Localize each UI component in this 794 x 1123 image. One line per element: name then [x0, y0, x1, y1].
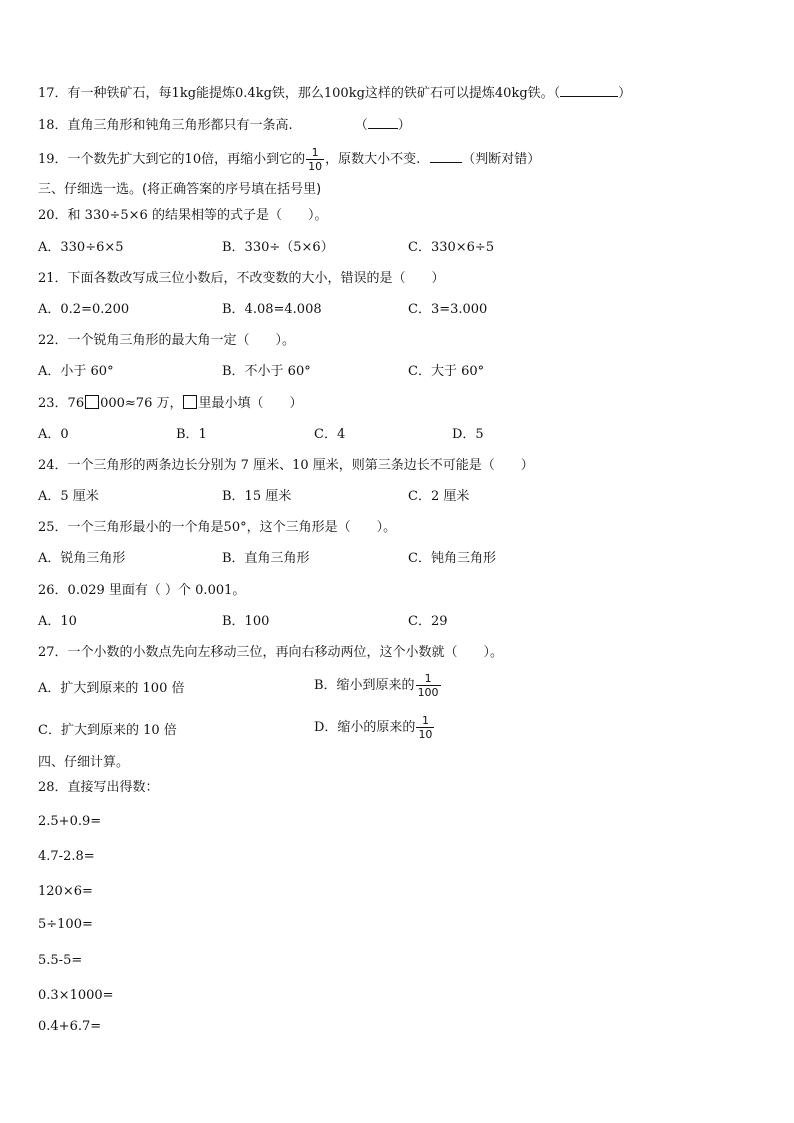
- option-a[interactable]: A．330÷6×5: [38, 240, 124, 255]
- fraction-denominator: 10: [308, 160, 323, 173]
- question-27: [38, 645, 503, 661]
- section-4-heading: 四、仔细计算。: [38, 755, 130, 770]
- question-number: 27．: [38, 645, 68, 660]
- fraction-numerator: 1: [311, 146, 319, 159]
- question-number: 20．: [38, 208, 68, 223]
- question-18: [38, 116, 411, 134]
- question-text: 一个锐角三角形的最大角一定（ ）。: [67, 333, 296, 348]
- question-text-a: 76: [67, 396, 85, 411]
- question-text-b: ，原数大小不变.: [325, 152, 421, 167]
- question-number: 26．: [38, 583, 68, 598]
- question-text-a: 一个数先扩大到它的10倍，再缩小到它的: [67, 152, 306, 167]
- option-c[interactable]: C．大于 60°: [408, 364, 485, 379]
- paren-open: （: [354, 118, 368, 133]
- question-number: 23．: [38, 396, 68, 411]
- question-number: 25．: [38, 520, 68, 535]
- question-text: 一个三角形的两条边长分别为 7 厘米、10 厘米，则第三条边长不可能是（ ）: [67, 458, 534, 473]
- option-c[interactable]: C．2 厘米: [408, 489, 470, 504]
- fraction-1-100: [416, 672, 441, 699]
- fraction-1-10: [306, 146, 324, 173]
- question-text: 有一种铁矿石，每1kg能提炼0.4kg铁，那么100kg这样的铁矿石可以提炼40kg铁。（: [67, 86, 561, 101]
- option-b[interactable]: B．直角三角形: [222, 551, 310, 566]
- question-text: 一个小数的小数点先向左移动三位，再向右移动两位，这个小数就（ ）。: [67, 645, 504, 660]
- question-number: 28．: [38, 780, 68, 795]
- question-24: [38, 458, 534, 474]
- question-19: [38, 146, 540, 173]
- option-b[interactable]: B．100: [222, 614, 270, 629]
- question-number: 18．: [38, 118, 68, 133]
- option-a[interactable]: A．0.2=0.200: [38, 302, 130, 317]
- question-text-c: 里最小填（ ）: [198, 396, 303, 411]
- question-text-b: 000≈76 万，: [100, 396, 183, 411]
- answer-blank[interactable]: [560, 84, 618, 97]
- option-d[interactable]: [314, 714, 435, 741]
- option-a[interactable]: A．5 厘米: [38, 489, 99, 504]
- option-b[interactable]: [314, 672, 442, 699]
- calc-item: 0.3×1000=: [38, 988, 114, 1003]
- question-number: 17．: [38, 86, 68, 101]
- option-b[interactable]: B．不小于 60°: [222, 364, 311, 379]
- option-c[interactable]: C．4: [314, 427, 346, 442]
- option-b[interactable]: B．15 厘米: [222, 489, 292, 504]
- question-text: 和 330÷5×6 的结果相等的式子是（ ）。: [67, 208, 328, 223]
- question-number: 22．: [38, 333, 68, 348]
- question-text: 直角三角形和钝角三角形都只有一条高.: [67, 118, 293, 133]
- question-22: [38, 333, 295, 349]
- option-c[interactable]: C．29: [408, 614, 448, 629]
- question-23: [38, 395, 303, 412]
- question-text: 直接写出得数：: [67, 780, 159, 795]
- fraction-1-10: [416, 714, 434, 741]
- option-c[interactable]: C．330×6÷5: [408, 240, 495, 255]
- fraction-denominator: 10: [418, 728, 433, 741]
- option-d-text: D．缩小的原来的: [314, 719, 416, 735]
- digit-box[interactable]: [85, 395, 99, 409]
- section-3-heading: 三、仔细选一选。(将正确答案的序号填在括号里): [38, 182, 322, 197]
- question-text: 0.029 里面有（ ）个 0.001。: [67, 583, 246, 598]
- question-number: 19．: [38, 152, 68, 167]
- option-b-text: B．缩小到原来的: [314, 677, 415, 693]
- question-21: [38, 271, 445, 287]
- calc-item: 0.4+6.7=: [38, 1019, 102, 1034]
- option-a[interactable]: A．0: [38, 427, 69, 442]
- question-17: [38, 84, 631, 102]
- question-text: 下面各数改写成三位小数后，不改变数的大小，错误的是（ ）: [67, 271, 445, 286]
- fraction-denominator: 100: [417, 686, 439, 699]
- option-b[interactable]: B．4.08=4.008: [222, 302, 322, 317]
- option-c[interactable]: C．3=3.000: [408, 302, 488, 317]
- option-a[interactable]: A．小于 60°: [38, 364, 114, 379]
- question-number: 24．: [38, 458, 68, 473]
- calc-item: 5.5-5=: [38, 953, 83, 968]
- option-b[interactable]: B．330÷（5×6）: [222, 240, 334, 255]
- judge-hint: （判断对错）: [462, 152, 541, 167]
- option-a[interactable]: A．锐角三角形: [38, 551, 126, 566]
- fraction-numerator: 1: [421, 714, 429, 727]
- calc-item: 5÷100=: [38, 917, 93, 932]
- paren-close: ）: [397, 118, 411, 133]
- option-c[interactable]: C．钝角三角形: [408, 551, 496, 566]
- option-c[interactable]: C．扩大到原来的 10 倍: [38, 723, 177, 738]
- option-b[interactable]: B．1: [176, 427, 207, 442]
- fraction-numerator: 1: [424, 672, 432, 685]
- calc-item: 4.7-2.8=: [38, 849, 95, 864]
- paren-close: ）: [618, 86, 632, 101]
- question-20: [38, 208, 327, 224]
- answer-blank[interactable]: [430, 150, 462, 163]
- option-d[interactable]: D．5: [452, 427, 484, 442]
- calc-item: 2.5+0.9=: [38, 814, 102, 829]
- answer-blank[interactable]: [368, 116, 398, 129]
- question-text: 一个三角形最小的一个角是50°，这个三角形是（ ）。: [67, 520, 397, 535]
- option-a[interactable]: A．扩大到原来的 100 倍: [38, 681, 185, 696]
- calc-item: 120×6=: [38, 884, 93, 899]
- question-25: [38, 520, 396, 536]
- question-26: [38, 583, 245, 599]
- option-a[interactable]: A．10: [38, 614, 77, 629]
- digit-box[interactable]: [183, 395, 197, 409]
- question-number: 21．: [38, 271, 68, 286]
- question-28: [38, 780, 159, 796]
